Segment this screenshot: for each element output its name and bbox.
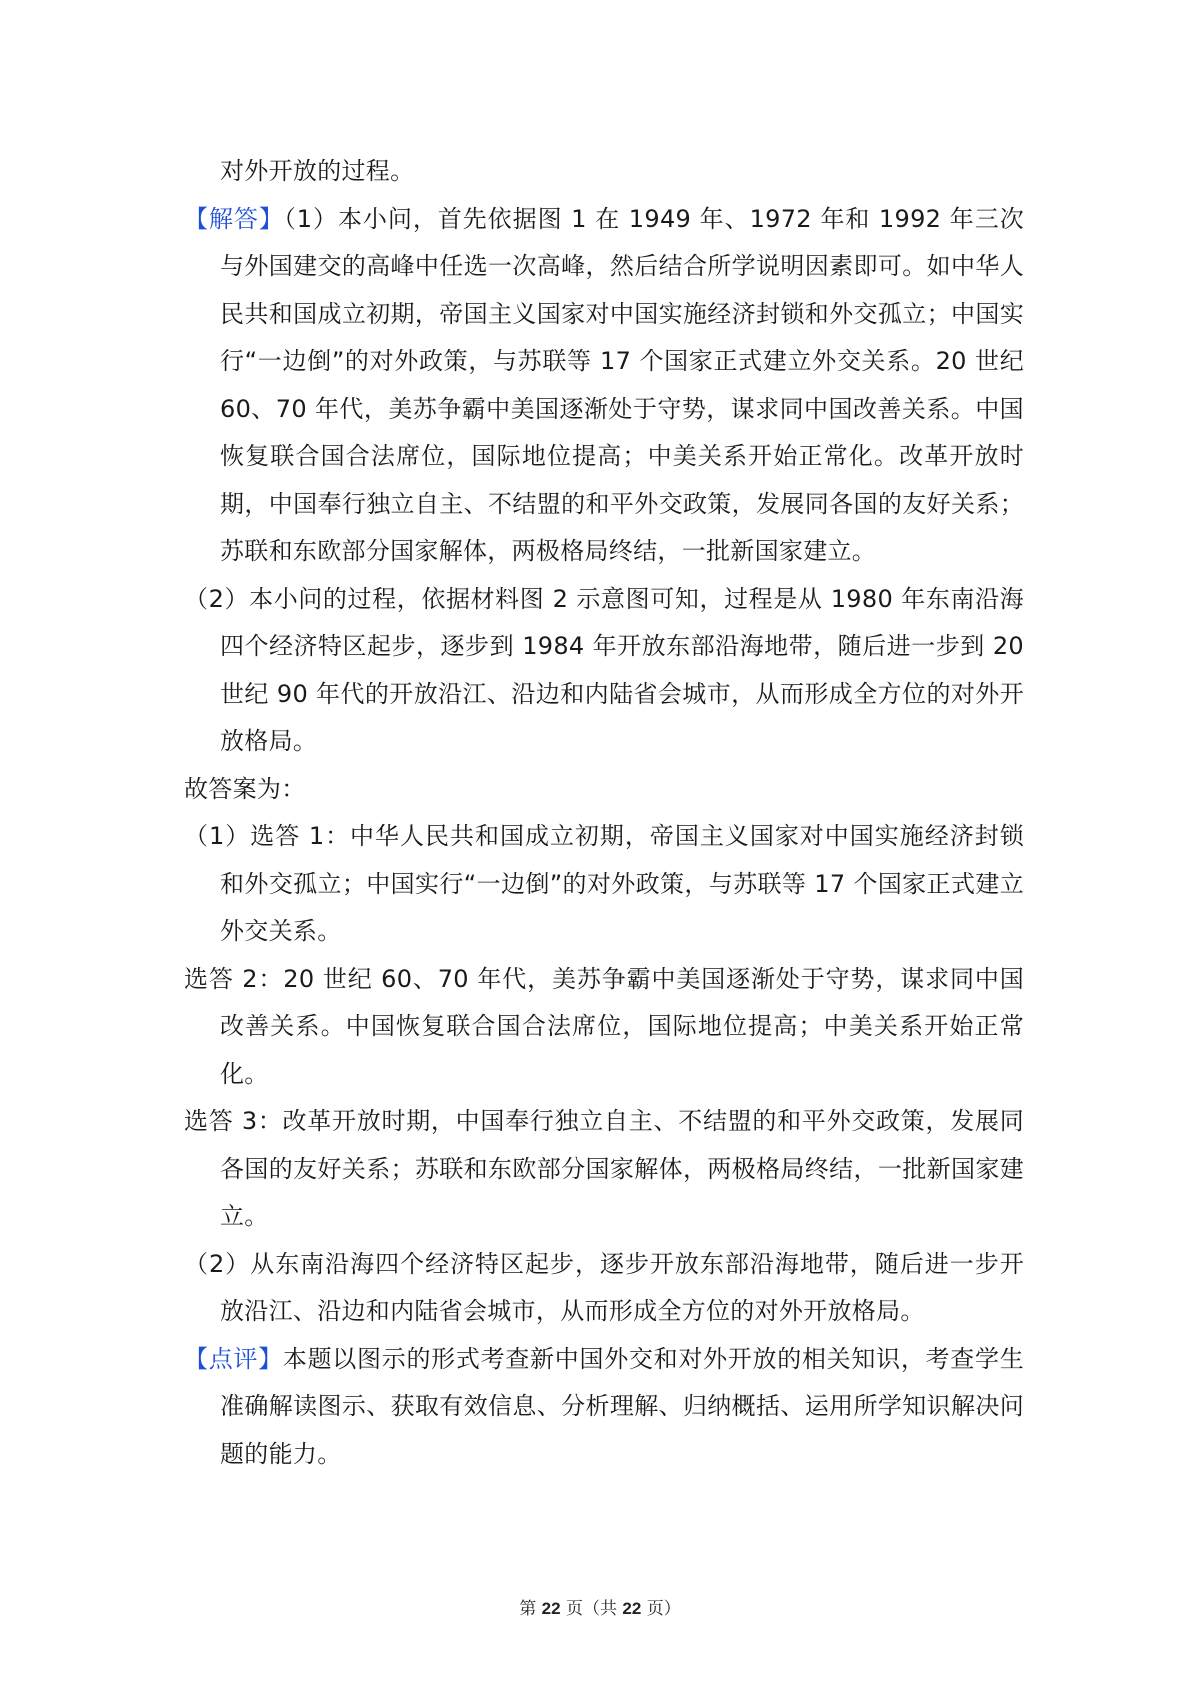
continuation-line [184,148,1024,196]
final-answer-2-text: 选答 2：20 世纪 60、70 年代，美苏争霸中美国逐渐处于守势，谋求同中国改善关系。中国恢复联合国合法席位，国际地位提高；中美关系开始正常化。 [184,964,1024,1088]
final-answer-label-text: 故答案为： [184,774,306,803]
comment-tag: 【点评】 [184,1344,283,1373]
final-answer-2 [184,956,1024,1099]
final-answer-3-text: 选答 3：改革开放时期，中国奉行独立自主、不结盟的和平外交政策，发展同各国的友好关系；苏联和东欧部分国家解体，两极格局终结，一批新国家建立。 [184,1107,1024,1230]
answer-text: （1）本小问，首先依据图 1 在 1949 年、1972 年和 1992 年三次与外国建交的高峰中任选一次高峰，然后结合所学说明因素即可。如中华人民共和国成立初期，帝国主义国家对中国实施经济封锁和外交孤立；中国实行“一边倒”的对外政策，与苏联等 17 个国家正式建立外交关系。20 世纪 60、70 年代，美苏争霸中美国逐渐处于守势，谋求同中国改善关系。中国恢复联合国合法席位，国际地位提高；中美关系开始正常化。改革开放时期，中国奉行独立自主、不结盟的和平外交政策，发展同各国的友好关系；苏联和东欧部分国家解体，两极格局终结，一批新国家建立。 [220,204,1024,565]
final-answer-1-text: （1）选答 1：中华人民共和国成立初期，帝国主义国家对中国实施经济封锁和外交孤立；中国实行“一边倒”的对外政策，与苏联等 17 个国家正式建立外交关系。 [184,822,1024,945]
comment-paragraph [184,1336,1024,1479]
page-footer [0,1594,1200,1619]
continuation-text: 对外开放的过程。 [220,157,415,185]
footer-middle: 页（共 [560,1599,623,1619]
answer-paragraph [184,196,1024,576]
document-body [184,148,1024,1478]
answer-tag: 【解答】 [184,204,284,233]
final-answer-4 [184,1241,1024,1336]
answer-part2-text: （2）本小问的过程，依据材料图 2 示意图可知，过程是从 1980 年东南沿海四个经济特区起步，逐步到 1984 年开放东部沿海地带，随后进一步到 20 世纪 90 年代的开放沿江、沿边和内陆省会城市，从而形成全方位的对外开放格局。 [184,584,1024,755]
final-answer-label [184,766,1024,814]
final-answer-1 [184,813,1024,956]
footer-page-number: 22 [541,1599,561,1618]
footer-suffix: 页） [641,1599,681,1619]
answer-part2-paragraph [184,576,1024,766]
footer-total-pages: 22 [622,1599,642,1618]
comment-text: 本题以图示的形式考查新中国外交和对外开放的相关知识，考查学生准确解读图示、获取有效信息、分析理解、归纳概括、运用所学知识解决问题的能力。 [220,1344,1024,1468]
final-answer-3 [184,1098,1024,1241]
final-answer-4-text: （2）从东南沿海四个经济特区起步，逐步开放东部沿海地带，随后进一步开放沿江、沿边和内陆省会城市，从而形成全方位的对外开放格局。 [184,1249,1024,1325]
footer-prefix: 第 [519,1599,542,1619]
